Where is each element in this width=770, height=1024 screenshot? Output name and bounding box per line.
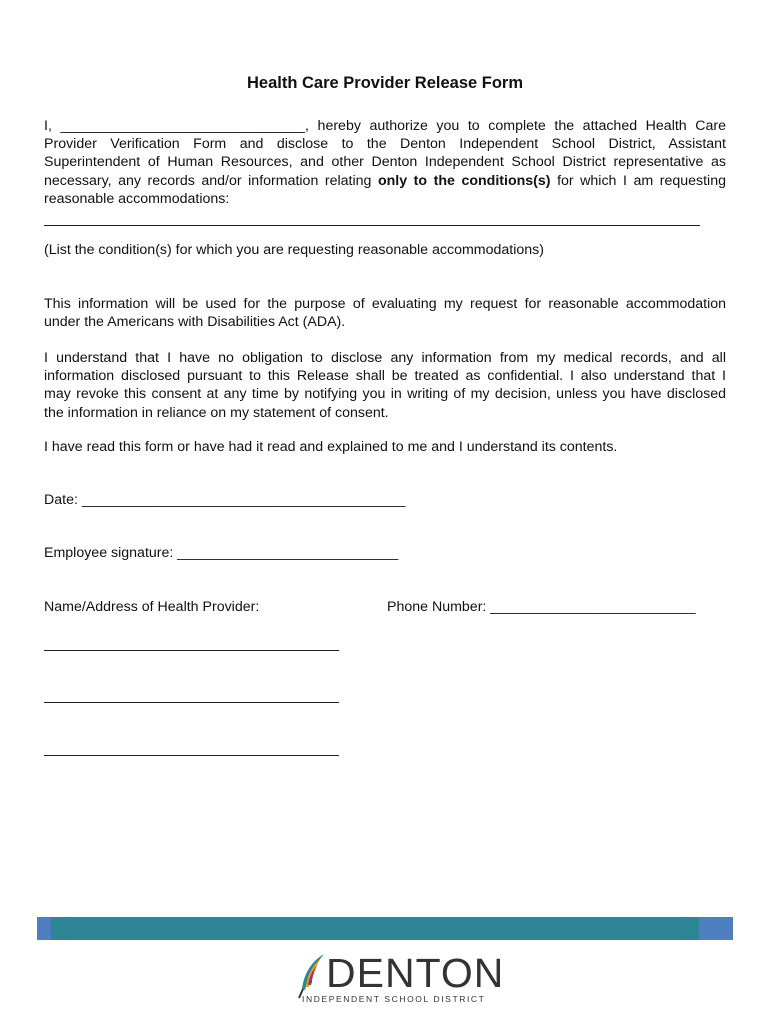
purpose-line: This information will be used for the purpose of evaluating my request for reasonable accommodation (44, 296, 726, 312)
intro-line: Provider Verification Form and disclose to the Denton Independent School District, Assistant (44, 136, 726, 153)
intro-line: Superintendent of Human Resources, and other Denton Independent School District representative as (44, 154, 726, 171)
footer-bar-right-accent (699, 917, 733, 940)
intro-line (44, 172, 726, 190)
date-field[interactable]: Date: _________________________________________ (44, 492, 406, 508)
conditions-entry-line[interactable] (44, 225, 700, 226)
conditions-emphasis: only to the conditions(s) (377, 172, 551, 189)
consent-paragraph (44, 349, 726, 422)
logo-subtitle: INDEPENDENT SCHOOL DISTRICT (302, 994, 486, 1004)
consent-line: the information in reliance on my statement of consent. (44, 404, 389, 421)
consent-line: information disclosed pursuant to this Release shall be treated as confidential. I also understand that I (44, 368, 726, 385)
provider-label: Name/Address of Health Provider: (44, 599, 260, 615)
acknowledgement-text: I have read this form or have had it read and explained to me and I understand its contents. (44, 439, 618, 455)
consent-line: I understand that I have no obligation to disclose any information from my medical records, and all (44, 350, 726, 366)
employee-signature-field[interactable]: Employee signature: ____________________________ (44, 545, 399, 561)
footer-bar-left-accent (37, 917, 51, 940)
form-title: Health Care Provider Release Form (246, 74, 524, 92)
provider-address-line[interactable] (44, 755, 339, 756)
purpose-line: under the Americans with Disabilities Act (ADA). (44, 314, 346, 331)
consent-line: may revoke this consent at any time by notifying you in writing of my decision, unless you have disclosed (44, 386, 726, 403)
intro-line-text: necessary, any records and/or information relating (44, 172, 378, 189)
denton-isd-logo (292, 950, 505, 1007)
provider-address-line[interactable] (44, 650, 339, 651)
purpose-paragraph (44, 295, 726, 331)
authorization-paragraph (44, 117, 726, 208)
phone-number-field[interactable]: Phone Number: __________________________ (387, 599, 696, 615)
intro-line-text: for which I am requesting (550, 172, 726, 189)
logo-wordmark: DENTON (326, 950, 505, 996)
intro-line: reasonable accommodations: (44, 190, 230, 207)
conditions-caption: (List the condition(s) for which you are requesting reasonable accommodations) (44, 242, 544, 258)
intro-line: I, _______________________________, hereby authorize you to complete the attached Health Care (44, 118, 726, 134)
provider-address-line[interactable] (44, 702, 339, 703)
footer-bar (37, 917, 733, 940)
